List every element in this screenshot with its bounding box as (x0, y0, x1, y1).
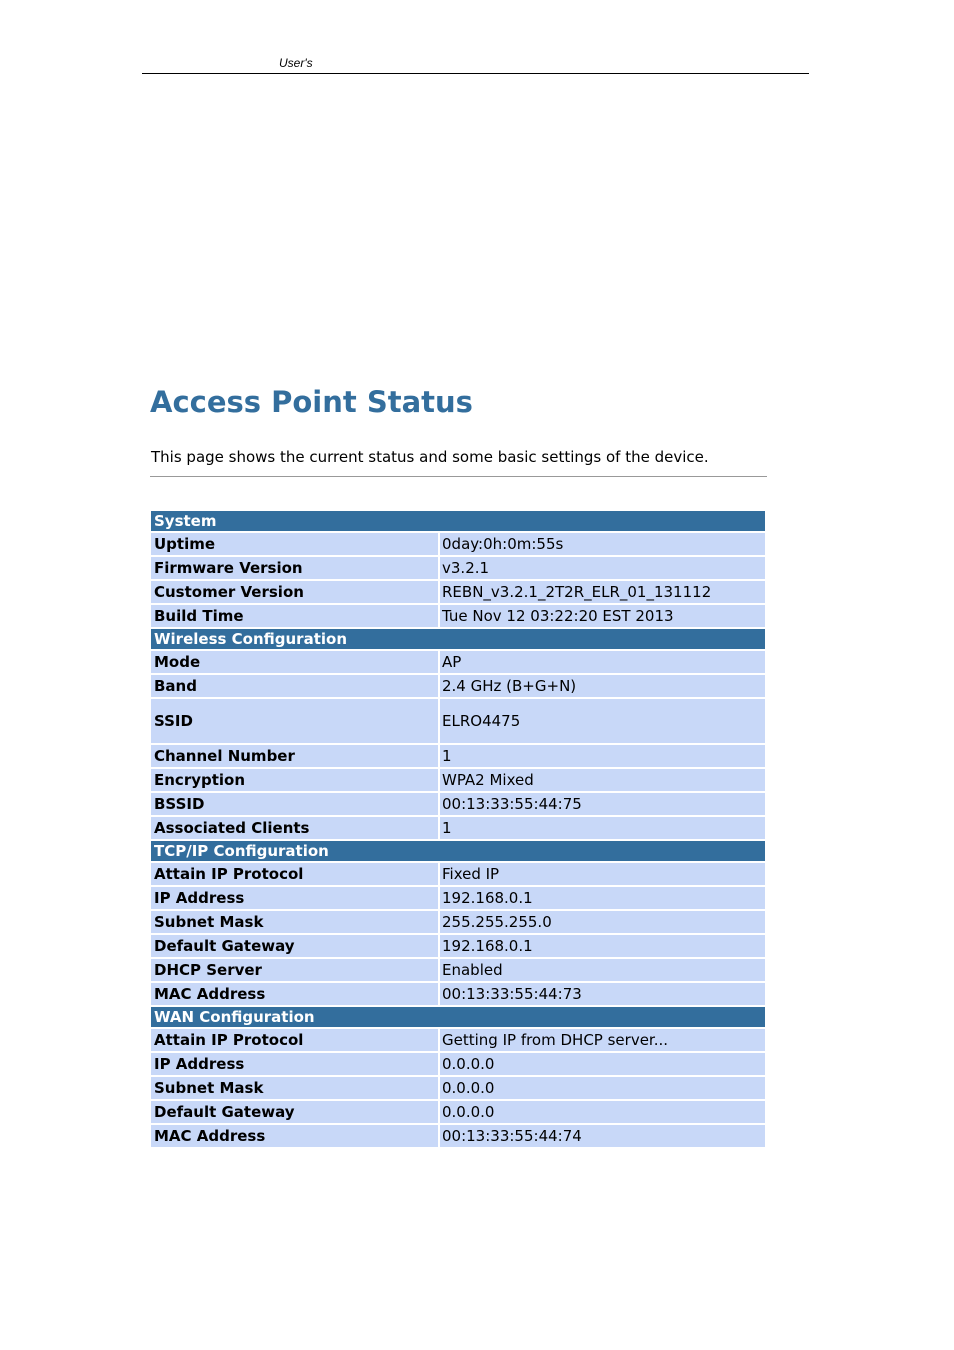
row-label: MAC Address (151, 983, 440, 1005)
table-row (151, 1101, 765, 1123)
table-row (151, 887, 765, 909)
table-row (151, 1077, 765, 1099)
row-value: 255.255.255.0 (440, 911, 765, 933)
page-description: This page shows the current status and some basic settings of the device. (151, 448, 709, 466)
section-header-wireless (151, 629, 765, 649)
table-row (151, 863, 765, 885)
row-value: Fixed IP (440, 863, 765, 885)
row-value: 0day:0h:0m:55s (440, 533, 765, 555)
row-value: 192.168.0.1 (440, 887, 765, 909)
row-label: Encryption (151, 769, 440, 791)
row-value: 0.0.0.0 (440, 1101, 765, 1123)
table-row (151, 793, 765, 815)
section-header-wan (151, 1007, 765, 1027)
row-value: v3.2.1 (440, 557, 765, 579)
page-title: Access Point Status (150, 385, 473, 419)
table-row (151, 557, 765, 579)
row-value: 2.4 GHz (B+G+N) (440, 675, 765, 697)
row-value: 0.0.0.0 (440, 1077, 765, 1099)
row-value: WPA2 Mixed (440, 769, 765, 791)
row-value: 00:13:33:55:44:75 (440, 793, 765, 815)
row-label: Uptime (151, 533, 440, 555)
row-label: DHCP Server (151, 959, 440, 981)
row-value: 192.168.0.1 (440, 935, 765, 957)
section-title: System (151, 511, 765, 531)
row-label: BSSID (151, 793, 440, 815)
table-row (151, 959, 765, 981)
table-row (151, 769, 765, 791)
row-value: Getting IP from DHCP server... (440, 1029, 765, 1051)
table-row (151, 699, 765, 743)
row-label: Default Gateway (151, 935, 440, 957)
table-row (151, 935, 765, 957)
row-value: 00:13:33:55:44:74 (440, 1125, 765, 1147)
section-title: TCP/IP Configuration (151, 841, 765, 861)
table-row (151, 1125, 765, 1147)
row-label: IP Address (151, 887, 440, 909)
row-label: MAC Address (151, 1125, 440, 1147)
document-header-text: User's (279, 56, 313, 70)
row-value: 0.0.0.0 (440, 1053, 765, 1075)
row-label: Mode (151, 651, 440, 673)
table-row (151, 675, 765, 697)
table-row (151, 983, 765, 1005)
document-header (142, 55, 809, 74)
table-row (151, 533, 765, 555)
row-value: REBN_v3.2.1_2T2R_ELR_01_131112 (440, 581, 765, 603)
row-label: Band (151, 675, 440, 697)
row-label: Build Time (151, 605, 440, 627)
status-table (151, 509, 765, 1149)
section-title: WAN Configuration (151, 1007, 765, 1027)
row-value: ELRO4475 (440, 699, 765, 743)
section-title: Wireless Configuration (151, 629, 765, 649)
row-label: Subnet Mask (151, 1077, 440, 1099)
section-header-tcpip (151, 841, 765, 861)
row-value: Tue Nov 12 03:22:20 EST 2013 (440, 605, 765, 627)
table-row (151, 605, 765, 627)
table-row (151, 651, 765, 673)
table-row (151, 745, 765, 767)
description-divider (150, 476, 767, 477)
table-row (151, 911, 765, 933)
row-label: Default Gateway (151, 1101, 440, 1123)
section-header-system (151, 511, 765, 531)
row-value: 1 (440, 817, 765, 839)
row-label: IP Address (151, 1053, 440, 1075)
row-label: Attain IP Protocol (151, 863, 440, 885)
row-value: 1 (440, 745, 765, 767)
row-value: AP (440, 651, 765, 673)
row-value: 00:13:33:55:44:73 (440, 983, 765, 1005)
row-label: Subnet Mask (151, 911, 440, 933)
row-label: SSID (151, 699, 440, 743)
table-row (151, 1029, 765, 1051)
row-value: Enabled (440, 959, 765, 981)
table-row (151, 1053, 765, 1075)
row-label: Customer Version (151, 581, 440, 603)
row-label: Associated Clients (151, 817, 440, 839)
row-label: Attain IP Protocol (151, 1029, 440, 1051)
table-row (151, 581, 765, 603)
table-row (151, 817, 765, 839)
row-label: Firmware Version (151, 557, 440, 579)
row-label: Channel Number (151, 745, 440, 767)
